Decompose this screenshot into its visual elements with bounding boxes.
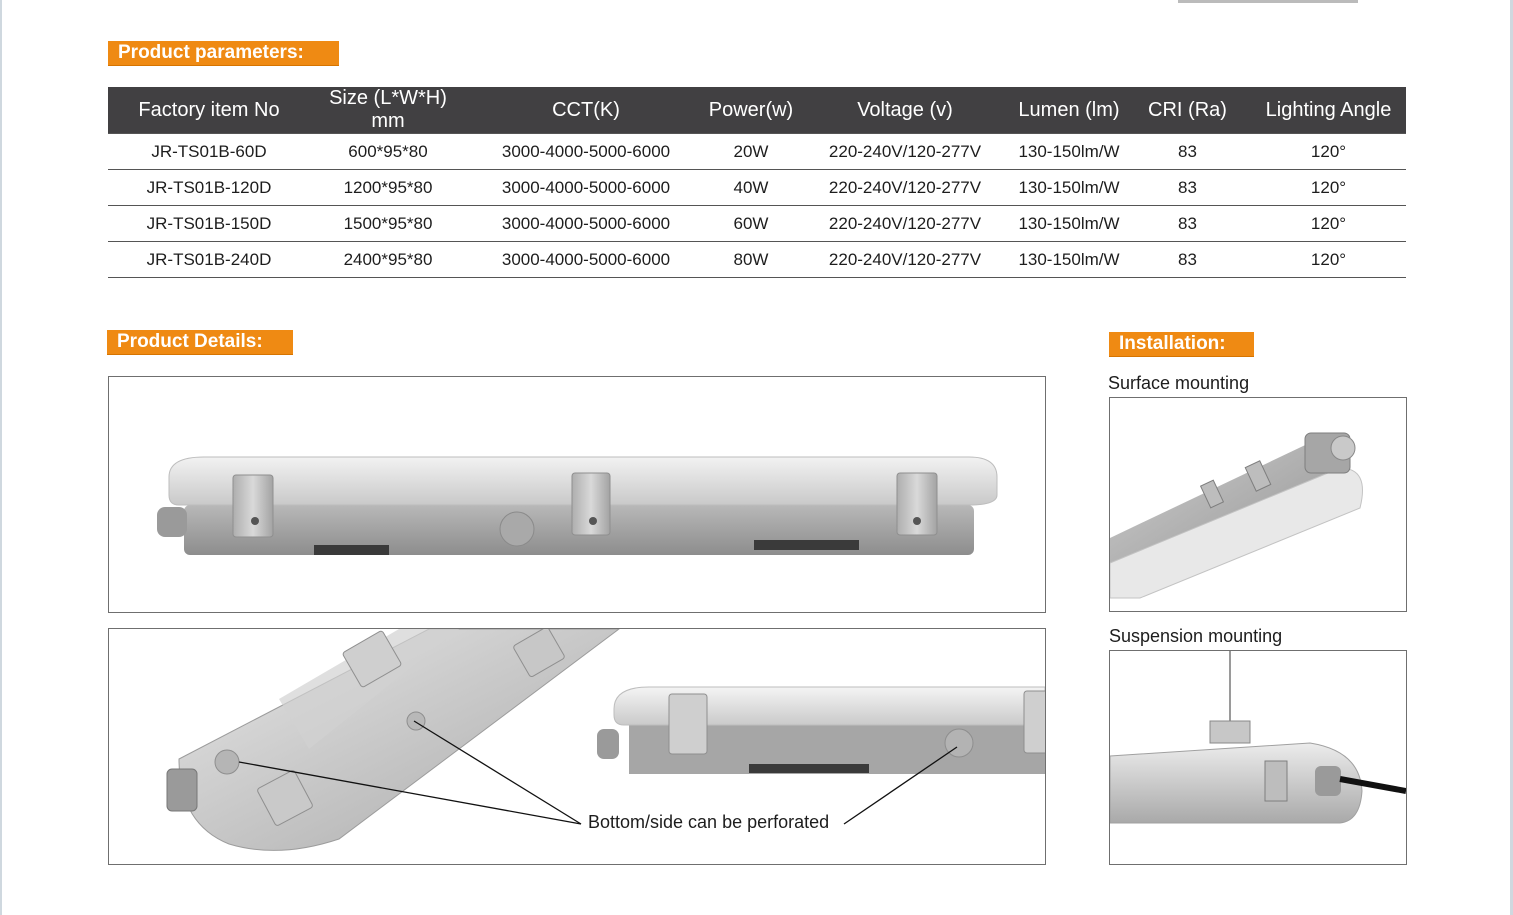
cell-item-no: JR-TS01B-150D	[108, 206, 310, 242]
cell-angle: 120°	[1251, 170, 1406, 206]
cell-cct: 3000-4000-5000-6000	[466, 134, 706, 170]
suspension-mounting-caption: Suspension mounting	[1109, 626, 1283, 646]
perforation-note: Bottom/side can be perforated	[588, 812, 830, 832]
mounting-clip	[233, 475, 273, 537]
cell-cri: 83	[1124, 206, 1251, 242]
table-row	[108, 170, 1406, 206]
cell-angle: 120°	[1251, 206, 1406, 242]
cell-voltage: 220-240V/120-277V	[796, 134, 1014, 170]
page-edge	[0, 0, 2, 915]
installation-heading: Installation:	[1109, 332, 1254, 356]
cell-size: 2400*95*80	[310, 242, 466, 278]
table-row	[108, 134, 1406, 170]
header-angle: Lighting Angle	[1251, 87, 1406, 134]
surface-mounted-luminaire	[1110, 398, 1406, 611]
cell-cri: 83	[1124, 170, 1251, 206]
table-row	[108, 206, 1406, 242]
cell-power: 40W	[706, 170, 796, 206]
suspension-mounting-photo	[1109, 650, 1407, 865]
parameters-table	[108, 87, 1406, 278]
header-power: Power(w)	[706, 87, 796, 134]
cell-item-no: JR-TS01B-120D	[108, 170, 310, 206]
cell-item-no: JR-TS01B-60D	[108, 134, 310, 170]
surface-mounting-caption: Surface mounting	[1108, 373, 1250, 393]
mounting-clip	[897, 473, 937, 535]
perforation-detail-view	[109, 629, 1045, 864]
cell-voltage: 220-240V/120-277V	[796, 170, 1014, 206]
cell-voltage: 220-240V/120-277V	[796, 206, 1014, 242]
cell-angle: 120°	[1251, 134, 1406, 170]
cell-lumen: 130-150lm/W	[1014, 242, 1124, 278]
product-photo-main	[108, 376, 1046, 613]
header-remnant	[1178, 0, 1358, 3]
cell-lumen: 130-150lm/W	[1014, 134, 1124, 170]
cell-cct: 3000-4000-5000-6000	[466, 170, 706, 206]
cell-angle: 120°	[1251, 242, 1406, 278]
product-parameters-heading: Product parameters:	[108, 41, 339, 65]
header-voltage: Voltage (v)	[796, 87, 1014, 134]
cell-power: 60W	[706, 206, 796, 242]
cell-item-no: JR-TS01B-240D	[108, 242, 310, 278]
product-details-heading: Product Details:	[107, 330, 293, 354]
cell-cct: 3000-4000-5000-6000	[466, 206, 706, 242]
header-lumen: Lumen (lm)	[1014, 87, 1124, 134]
table-row	[108, 242, 1406, 278]
cell-cct: 3000-4000-5000-6000	[466, 242, 706, 278]
cell-size: 600*95*80	[310, 134, 466, 170]
surface-mounting-photo	[1109, 397, 1407, 612]
luminaire-side-view	[109, 377, 1045, 612]
header-size: Size (L*W*H) mm	[310, 87, 466, 134]
cell-power: 20W	[706, 134, 796, 170]
table-header-row	[108, 87, 1406, 134]
mounting-clip	[572, 473, 610, 535]
header-cct: CCT(K)	[466, 87, 706, 134]
header-item-no: Factory item No	[108, 87, 310, 134]
cell-size: 1500*95*80	[310, 206, 466, 242]
cell-lumen: 130-150lm/W	[1014, 170, 1124, 206]
suspended-luminaire	[1110, 651, 1406, 864]
cell-voltage: 220-240V/120-277V	[796, 242, 1014, 278]
header-cri: CRI (Ra)	[1124, 87, 1251, 134]
cell-cri: 83	[1124, 134, 1251, 170]
cell-cri: 83	[1124, 242, 1251, 278]
product-photo-detail	[108, 628, 1046, 865]
cell-size: 1200*95*80	[310, 170, 466, 206]
cell-lumen: 130-150lm/W	[1014, 206, 1124, 242]
cell-power: 80W	[706, 242, 796, 278]
